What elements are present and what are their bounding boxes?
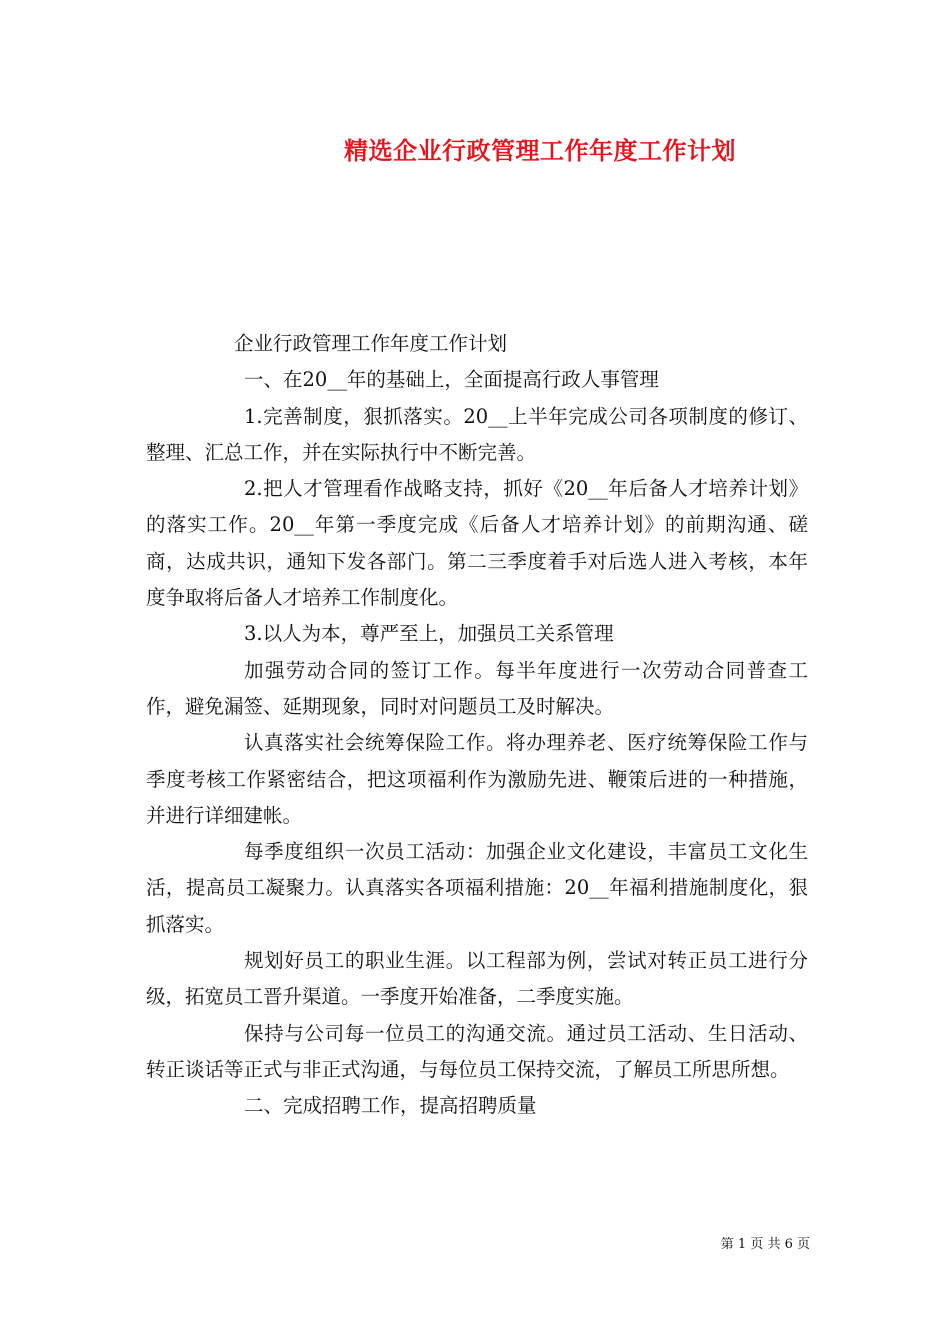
paragraph: 规划好员工的职业生涯。以工程部为例，尝试对转正员工进行分级，拓宽员工晋升渠道。一季度开始准备，二季度实施。 [146,949,808,1009]
document-title: 精选企业行政管理工作年度工作计划 [344,136,736,165]
paragraph: 加强劳动合同的签订工作。每半年度进行一次劳动合同普查工作，避免漏签、延期现象，同时对问题员工及时解决。 [146,658,808,718]
document-body [146,326,808,1125]
paragraph: 3.以人为本，尊严至上，加强员工关系管理 [244,622,614,646]
page-number-footer: 第 1 页 共 6 页 [720,1237,810,1252]
paragraph: 1.完善制度，狠抓落实。20__上半年完成公司各项制度的修订、整理、汇总工作，并在实际执行中不断完善。 [146,404,808,464]
paragraph: 认真落实社会统筹保险工作。将办理养老、医疗统筹保险工作与季度考核工作紧密结合，把这项福利作为激励先进、鞭策后进的一种措施，并进行详细建帐。 [146,731,808,827]
paragraph: 二、完成招聘工作，提高招聘质量 [244,1094,537,1118]
paragraph: 2.把人才管理看作战略支持，抓好《20__年后备人才培养计划》的落实工作。20__年第一季度完成《后备人才培养计划》的前期沟通、磋商，达成共识，通知下发各部门。第二三季度着手对后选人进入考核，本年度争取将后备人才培养工作制度化。 [146,477,808,610]
paragraph: 每季度组织一次员工活动：加强企业文化建设，丰富员工文化生活，提高员工凝聚力。认真落实各项福利措施：20__年福利措施制度化，狠抓落实。 [146,840,808,936]
paragraph: 保持与公司每一位员工的沟通交流。通过员工活动、生日活动、转正谈话等正式与非正式沟通，与每位员工保持交流，了解员工所思所想。 [146,1021,808,1081]
paragraph: 一、在20__年的基础上，全面提高行政人事管理 [244,368,659,392]
document-heading: 企业行政管理工作年度工作计划 [234,332,508,355]
